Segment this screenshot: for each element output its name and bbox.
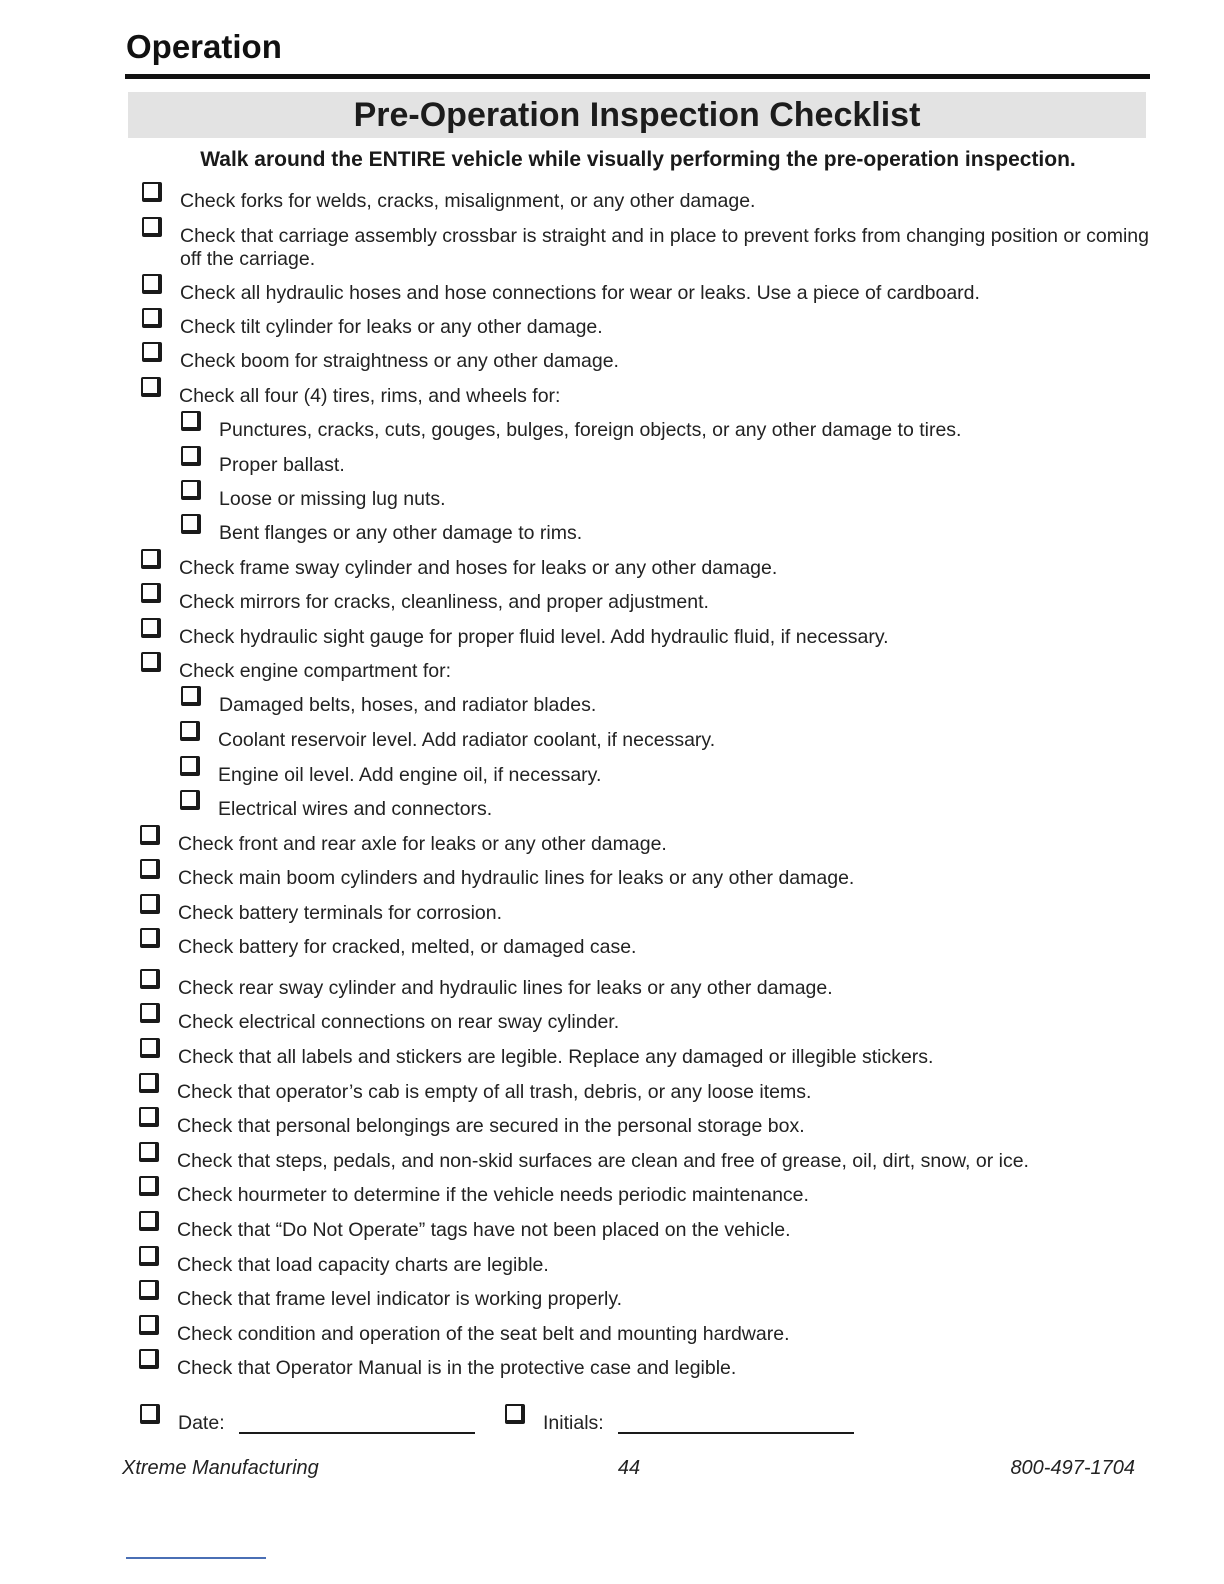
checkbox[interactable] <box>142 182 162 202</box>
instruction-text: Walk around the ENTIRE vehicle while visually performing the pre-operation inspection. <box>200 148 1076 171</box>
checkbox[interactable] <box>180 721 200 741</box>
checkbox[interactable] <box>181 411 201 431</box>
checklist-item <box>180 729 1150 752</box>
checklist-item-text: Check that frame level indicator is working properly. <box>177 1288 623 1310</box>
checkbox[interactable] <box>140 1003 160 1023</box>
checklist-item <box>142 225 1150 271</box>
checklist-item-text: Check engine compartment for: <box>179 660 452 682</box>
footnote-rule <box>126 1557 266 1559</box>
checklist-item-text: Check frame sway cylinder and hoses for leaks or any other damage. <box>179 557 778 579</box>
checklist-item <box>140 833 1150 856</box>
checkbox[interactable] <box>141 549 161 569</box>
checklist-item-text: Check battery for cracked, melted, or damaged case. <box>178 936 637 958</box>
footer-company: Xtreme Manufacturing <box>122 1457 319 1479</box>
checklist-item <box>139 1357 1150 1380</box>
checklist-item-text: Bent flanges or any other damage to rims. <box>219 522 583 544</box>
checklist-item-text: Check hydraulic sight gauge for proper fluid level. Add hydraulic fluid, if necessary. <box>179 626 889 648</box>
checkbox[interactable] <box>139 1073 159 1093</box>
checklist-item <box>139 1323 1150 1346</box>
checklist-item <box>139 1115 1150 1138</box>
checklist-item-text: Check main boom cylinders and hydraulic lines for leaks or any other damage. <box>178 867 855 889</box>
checklist-item <box>140 902 1150 925</box>
checklist-item-text: Damaged belts, hoses, and radiator blades. <box>219 694 597 716</box>
checkbox[interactable] <box>180 790 200 810</box>
checkbox[interactable] <box>140 894 160 914</box>
checklist-item-text: Check condition and operation of the seat belt and mounting hardware. <box>177 1323 790 1345</box>
date-label: Date: <box>178 1412 225 1434</box>
initials-field[interactable] <box>618 1412 854 1434</box>
checklist-item <box>141 660 1150 683</box>
checklist-item-text: Check front and rear axle for leaks or any other damage. <box>178 833 667 855</box>
checklist-item <box>139 1081 1150 1104</box>
checklist-item-text: Check boom for straightness or any other damage. <box>180 350 619 372</box>
checklist-item <box>141 557 1150 580</box>
checkbox[interactable] <box>139 1211 159 1231</box>
checkbox[interactable] <box>181 686 201 706</box>
checklist-banner <box>128 92 1146 138</box>
signoff-date <box>140 1412 475 1435</box>
checklist-item-text: Check that “Do Not Operate” tags have not been placed on the vehicle. <box>177 1219 791 1241</box>
checkbox[interactable] <box>140 1038 160 1058</box>
checklist-item <box>181 454 1150 477</box>
checkbox[interactable] <box>180 756 200 776</box>
checklist-item <box>140 977 1150 1000</box>
date-field[interactable] <box>239 1412 475 1434</box>
checkbox[interactable] <box>142 308 162 328</box>
checklist-item <box>142 316 1150 339</box>
checklist-item <box>181 694 1150 717</box>
checklist-item <box>181 419 1150 442</box>
section-title: Operation <box>126 28 282 65</box>
checklist-item-text: Check that carriage assembly crossbar is straight and in place to prevent forks from changing position or coming off the carriage. <box>180 225 1149 270</box>
checklist-item-text: Check all four (4) tires, rims, and wheels for: <box>179 385 561 407</box>
checkbox[interactable] <box>139 1315 159 1335</box>
checkbox[interactable] <box>505 1404 525 1424</box>
checklist-item <box>181 522 1150 545</box>
checklist-item-text: Loose or missing lug nuts. <box>219 488 446 510</box>
checklist-item-text: Check all hydraulic hoses and hose connections for wear or leaks. Use a piece of cardboard. <box>180 282 980 304</box>
checklist-item-text: Check electrical connections on rear sway cylinder. <box>178 1011 620 1033</box>
checkbox[interactable] <box>141 583 161 603</box>
checkbox[interactable] <box>139 1246 159 1266</box>
checklist-title: Pre-Operation Inspection Checklist <box>353 95 921 134</box>
checklist-item-text: Punctures, cracks, cuts, gouges, bulges, foreign objects, or any other damage to tires. <box>219 419 962 441</box>
checkbox[interactable] <box>181 514 201 534</box>
checklist-item-text: Check hourmeter to determine if the vehicle needs periodic maintenance. <box>177 1184 809 1206</box>
checklist-item <box>139 1150 1150 1173</box>
checklist-item-text: Check that steps, pedals, and non-skid surfaces are clean and free of grease, oil, dirt, snow, or ice. <box>177 1150 1029 1172</box>
checkbox[interactable] <box>141 377 161 397</box>
checklist-item <box>140 1011 1150 1034</box>
checkbox[interactable] <box>139 1176 159 1196</box>
checklist-item-text: Check that personal belongings are secured in the personal storage box. <box>177 1115 805 1137</box>
checklist-item-text: Proper ballast. <box>219 454 345 476</box>
checklist-item <box>142 190 1150 213</box>
checklist-item-text: Engine oil level. Add engine oil, if necessary. <box>218 764 602 786</box>
checklist-item <box>180 798 1150 821</box>
checklist-item <box>140 867 1150 890</box>
checkbox[interactable] <box>181 446 201 466</box>
checklist-item-text: Electrical wires and connectors. <box>218 798 493 820</box>
checklist-item <box>139 1184 1150 1207</box>
checklist-item <box>141 591 1150 614</box>
checkbox[interactable] <box>139 1280 159 1300</box>
checkbox[interactable] <box>140 928 160 948</box>
checklist-item <box>139 1288 1150 1311</box>
checklist-item-text: Check that load capacity charts are legible. <box>177 1254 549 1276</box>
checkbox[interactable] <box>139 1349 159 1369</box>
footer-phone: 800-497-1704 <box>1010 1457 1135 1479</box>
section-rule <box>125 74 1150 79</box>
initials-label: Initials: <box>543 1412 604 1434</box>
checklist-item <box>180 764 1150 787</box>
checklist-item <box>142 350 1150 373</box>
checklist-item <box>140 1046 1150 1069</box>
checklist-item-text: Check forks for welds, cracks, misalignment, or any other damage. <box>180 190 756 212</box>
checklist-item-text: Check mirrors for cracks, cleanliness, and proper adjustment. <box>179 591 709 613</box>
checklist-item-text: Check battery terminals for corrosion. <box>178 902 503 924</box>
checkbox[interactable] <box>142 274 162 294</box>
checklist-item-text: Coolant reservoir level. Add radiator coolant, if necessary. <box>218 729 716 751</box>
checkbox[interactable] <box>141 652 161 672</box>
checkbox[interactable] <box>142 217 162 237</box>
checklist-item <box>139 1219 1150 1242</box>
checklist-item <box>141 626 1150 649</box>
checkbox[interactable] <box>140 969 160 989</box>
signoff-initials <box>505 1412 854 1435</box>
page-number: 44 <box>617 1457 641 1479</box>
checklist-item-text: Check that all labels and stickers are legible. Replace any damaged or illegible stickers. <box>178 1046 934 1068</box>
checkbox[interactable] <box>140 1404 160 1424</box>
checkbox[interactable] <box>140 859 160 879</box>
checkbox[interactable] <box>142 342 162 362</box>
checkbox[interactable] <box>140 825 160 845</box>
checklist-item <box>140 936 1150 959</box>
checklist-item <box>139 1254 1150 1277</box>
checklist-item <box>142 282 1150 305</box>
checkbox[interactable] <box>139 1142 159 1162</box>
checklist-item-text: Check rear sway cylinder and hydraulic lines for leaks or any other damage. <box>178 977 833 999</box>
checklist-item-text: Check that Operator Manual is in the protective case and legible. <box>177 1357 737 1379</box>
checkbox[interactable] <box>181 480 201 500</box>
checklist-item <box>181 488 1150 511</box>
checklist-item-text: Check that operator’s cab is empty of all trash, debris, or any loose items. <box>177 1081 812 1103</box>
checklist-item <box>141 385 1150 408</box>
checkbox[interactable] <box>141 618 161 638</box>
checklist-item-text: Check tilt cylinder for leaks or any other damage. <box>180 316 603 338</box>
checkbox[interactable] <box>139 1107 159 1127</box>
